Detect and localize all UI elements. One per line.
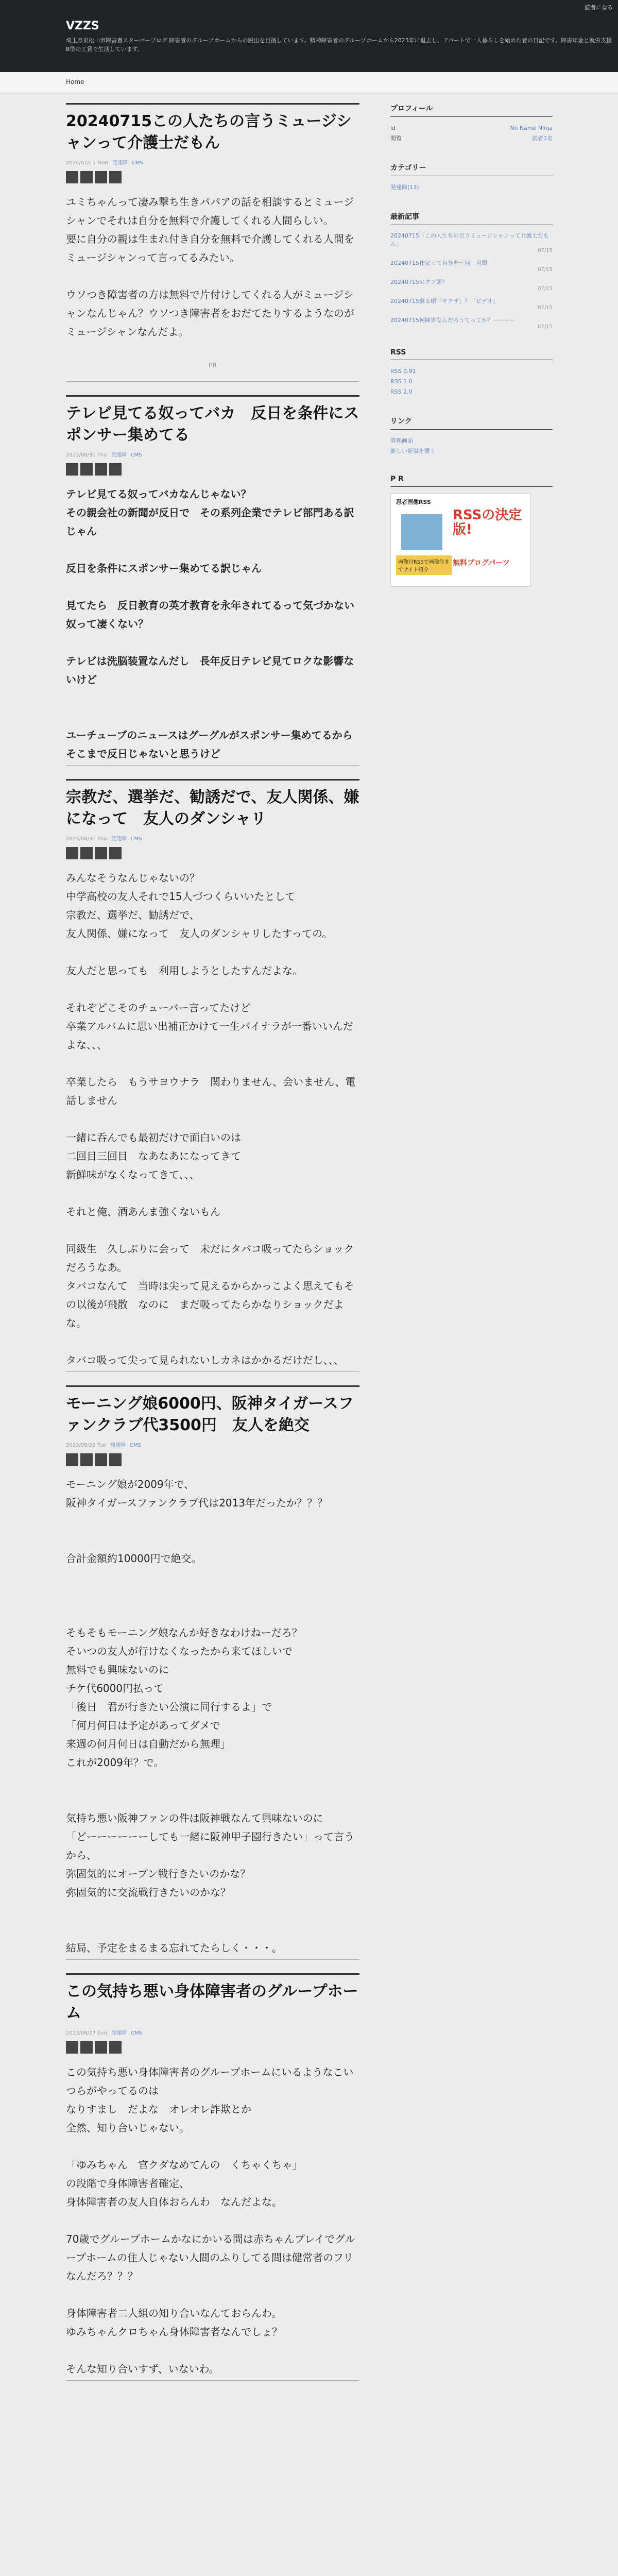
entry-title[interactable]: テレビ見てる奴ってバカ 反日を条件にスポンサー集めてる <box>66 395 359 446</box>
recent-post-date: 07/15 <box>538 248 553 253</box>
site-description: 埼玉県東松山市障害者スターパーブログ 障害者のグループホームからの脱出を目指しています。精神障害者のグループホームから2023年に退去し、アパートで一人暮らしを始めた者の日記です。障害年金と就労支援B型の工賃で生活しています。 <box>66 37 612 53</box>
widget-title: 最新記事 <box>390 211 553 225</box>
rss-link[interactable]: RSS 0.91 <box>390 368 416 375</box>
entry-category[interactable]: CMS <box>131 160 143 166</box>
entry-paragraph: モーニング娘が2009年で、 <box>66 1478 195 1490</box>
banner-footer: 無料ブログパーツ <box>453 559 510 567</box>
entry-paragraph: ユミちゃんって凄み撃ち生きパパアの話を相談するとミュージシャンでそれは自分を無料で介護してくれる人間らしい。 <box>66 196 354 227</box>
paragraph-gap <box>66 1332 359 1351</box>
entry-paragraph: テレビ見てる奴ってバカなんじゃない？ <box>66 488 251 500</box>
entry-paragraph: 「ゆみちゃん 官クダなめてんの くちゃくちゃ」 <box>66 2159 303 2171</box>
share-button-twitter[interactable] <box>80 847 93 859</box>
paragraph-gap <box>66 1902 359 1920</box>
entry-category[interactable]: CMS <box>130 836 142 842</box>
profile-label: 閲覧 <box>390 135 402 142</box>
entry-date: 2023/08/31 Thu <box>66 836 107 842</box>
entry-title[interactable]: モーニング娘6000円、阪神タイガースファンクラブ代3500円 友人を絶交 <box>66 1385 359 1436</box>
paragraph-gap <box>66 1054 359 1073</box>
share-button-pocket[interactable] <box>109 171 122 183</box>
share-button-facebook[interactable] <box>95 463 107 476</box>
share-button-facebook[interactable] <box>95 1453 107 1466</box>
recent-post-date: 07/15 <box>538 286 553 292</box>
main-content <box>66 103 359 2576</box>
entry-meta <box>66 450 359 458</box>
entry-paragraph: タバコなんて 当時は尖って見えるからかっこよく思えてもその以後が飛散 なのに まだ吸ってたらかなりショックだよな。 <box>66 1280 354 1329</box>
paragraph-gap <box>66 1184 359 1202</box>
share-buttons <box>66 1453 359 1466</box>
paragraph-gap <box>66 689 359 707</box>
share-button-facebook[interactable] <box>95 171 107 183</box>
paragraph-gap <box>66 1531 359 1549</box>
widget-category <box>390 162 553 193</box>
share-buttons <box>66 2041 359 2054</box>
entry-separator <box>66 1959 359 1960</box>
share-button-hatena[interactable] <box>66 171 78 183</box>
share-button-twitter[interactable] <box>80 1453 93 1466</box>
paragraph-gap <box>66 1605 359 1623</box>
recent-post-item[interactable] <box>390 231 553 253</box>
entry-paragraph: 弥固気的にオープン戦行きたいのかな？ <box>66 1868 251 1880</box>
recent-post-link[interactable]: 20240715何障害なんだろうてってか？ーーーー <box>390 317 516 324</box>
recent-post-item[interactable] <box>390 297 553 311</box>
entry-paragraph: ウソつき障害者の方は無料で片付けしてくれる人がミュージシャンなんじゃん？ウソつき障害者をおだてたりするようなのがミュージシャンなんだよ。 <box>66 289 354 338</box>
entry-paragraph: それと俺、酒あんま強くないもん <box>66 1206 220 1218</box>
entry-category[interactable]: CMS <box>129 1443 141 1448</box>
share-buttons <box>66 463 359 476</box>
paragraph-gap <box>66 1586 359 1605</box>
entry-paragraph: チケ代6000円払って <box>66 1682 164 1694</box>
entry-paragraph: 反日を条件にスポンサー集めてる訳じゃん <box>66 562 262 574</box>
entry-paragraph: 二回目三回目 なあなあになってきて <box>66 1150 241 1162</box>
recent-post-item[interactable] <box>390 278 553 292</box>
widget-pr <box>390 475 553 587</box>
entry-paragraph: 同級生 久しぶりに会って 未だにタバコ吸ってたらショックだろうなあ。 <box>66 1243 354 1274</box>
entry-separator <box>66 381 359 382</box>
paragraph-gap <box>66 1772 359 1790</box>
entry-paragraph: 弥固気的に交流戦行きたいのかな？ <box>66 1886 231 1899</box>
paragraph-gap <box>66 2211 359 2230</box>
paragraph-gap <box>66 1110 359 1128</box>
entry-paragraph: の段階で身体障害者確定、 <box>66 2177 190 2190</box>
entry-body <box>66 193 359 341</box>
blog-entry <box>66 1973 359 2381</box>
subscribe-link[interactable]: 読者になる <box>585 4 613 11</box>
site-header <box>0 0 618 72</box>
recent-post-link[interactable]: 20240715のクソ頭？ <box>390 279 448 285</box>
paragraph-gap <box>66 267 359 285</box>
entry-paragraph: 友人だと思っても 利用しようとしたすんだよな。 <box>66 964 303 977</box>
entry-body <box>66 485 359 763</box>
widget-rss <box>390 348 553 397</box>
entry-paragraph: 新鮮味がなくなってきて、、、 <box>66 1168 200 1181</box>
entry-date: 2024/07/15 Mon <box>66 160 108 166</box>
entry-paragraph: 結局、予定をまるまる忘れてたらしく・・・。 <box>66 1942 282 1954</box>
entry-paragraph: 「後日 君が行きたい公演に同行するよ」で <box>66 1701 272 1713</box>
entry-author[interactable]: 発達障 <box>112 160 128 166</box>
entry-paragraph: 要に自分の親は生まれ付き自分を無料で介護してくれる人間をミュージシャンって言ってるみたい。 <box>66 233 354 264</box>
nav-bar <box>0 72 618 93</box>
entry-paragraph: そいつの友人が行けなくなったから来てほしいで <box>66 1645 293 1657</box>
share-button-hatena[interactable] <box>66 2041 78 2054</box>
entry-meta <box>66 1440 359 1448</box>
widget-title: RSS <box>390 348 553 360</box>
entry-meta <box>66 158 359 166</box>
entry-date: 2023/08/27 Sun <box>66 2030 107 2036</box>
entry-paragraph: 身体障害者二人組の知り合いなんておらんわ。 <box>66 2307 282 2319</box>
blog-entry <box>66 1385 359 1960</box>
share-button-twitter[interactable] <box>80 2041 93 2054</box>
entry-date: 2023/08/31 Thu <box>66 452 107 458</box>
entry-title[interactable]: 宗教だ、選挙だ、勧誘だで、友人関係、嫌になって 友人のダンシャリ <box>66 779 359 830</box>
paragraph-gap <box>66 1920 359 1939</box>
share-button-twitter[interactable] <box>80 171 93 183</box>
entry-separator <box>66 765 359 766</box>
sidebar <box>390 103 553 605</box>
entry-paragraph: これが2009年？で。 <box>66 1756 164 1769</box>
paragraph-gap <box>66 633 359 652</box>
entry-title[interactable]: この気持ち悪い身体障害者のグループホーム <box>66 1973 359 2024</box>
share-button-hatena[interactable] <box>66 847 78 859</box>
recent-post-item[interactable] <box>390 259 553 273</box>
entry-paragraph: 来週の何月何日は自動だから無理」 <box>66 1738 231 1750</box>
widget-title: P R <box>390 475 553 487</box>
blog-entry <box>66 395 359 766</box>
widget-recent-posts <box>390 211 553 330</box>
recent-post-link[interactable]: 20240715作家って自分を～何 自頭 <box>390 260 487 266</box>
entry-author[interactable]: 発達障 <box>111 452 127 458</box>
entry-paragraph: 70歳でグループホームかなにかいる間は赤ちゃんプレイでグループホームの住人じゃない人間のふりしてる間は健常者のフリなんだろ？？？ <box>66 2233 355 2282</box>
banner-note: 画像付RSSで画像付きでサイト紹介 <box>396 555 452 575</box>
entry-paragraph: 宗教だ、選挙だ、勧誘だで、 <box>66 909 200 921</box>
share-button-hatena[interactable] <box>66 463 78 476</box>
paragraph-gap <box>66 578 359 596</box>
banner-heading: 忍者画像RSS <box>396 499 431 505</box>
entry-paragraph: 「何月何日は予定があってダメで <box>66 1719 220 1732</box>
paragraph-gap <box>66 707 359 726</box>
entry-paragraph: 一緒に呑んでも最初だけで面白いのは <box>66 1131 241 1144</box>
share-button-hatena[interactable] <box>66 1453 78 1466</box>
paragraph-gap <box>66 943 359 961</box>
profile-row <box>390 123 553 133</box>
category-link[interactable]: 発達障(13) <box>390 184 419 191</box>
entry-separator <box>66 1371 359 1372</box>
entry-paragraph: テレビは洗脳装置なんだし 長年反日テレビ見てロクな影響ないけど <box>66 655 354 686</box>
recent-post-link[interactable]: 20240715「この人たちの言うミュージシャンって介護士だもん」 <box>390 232 549 247</box>
entry-paragraph: 身体障害者の友人自体おらんわ なんだよな。 <box>66 2196 282 2208</box>
paragraph-gap <box>66 2285 359 2304</box>
share-button-twitter[interactable] <box>80 463 93 476</box>
entry-paragraph: 友人関係、嫌になって 友人のダンシャリしたすっての。 <box>66 927 333 940</box>
recent-post-item[interactable] <box>390 316 553 330</box>
site-title[interactable]: VZZS <box>66 20 99 32</box>
entry-author[interactable]: 発達障 <box>111 836 127 842</box>
entry-paragraph: 見てたら 反日教育の英才教育を永年されてるって気づかない奴って凄くない？ <box>66 599 354 630</box>
share-button-pocket[interactable] <box>109 1453 122 1466</box>
entry-paragraph: その親会社の新聞が反日で その系列企業でテレビ部門ある訳じゃん <box>66 506 354 537</box>
widget-title: カテゴリー <box>390 162 553 176</box>
widget-title: リンク <box>390 416 553 430</box>
profile-row <box>390 133 553 144</box>
entry-category[interactable]: CMS <box>130 452 142 458</box>
entry-meta <box>66 834 359 842</box>
paragraph-gap <box>66 980 359 998</box>
profile-value[interactable]: 読者1名 <box>532 135 553 142</box>
entry-paragraph: なりすまし だよな オレオレ詐欺とか <box>66 2103 251 2115</box>
ad-label: PR <box>209 362 217 369</box>
rss-link[interactable]: RSS 2.0 <box>390 388 413 395</box>
entry-separator <box>66 2380 359 2381</box>
entry-title[interactable]: 20240715この人たちの言うミュージシャンって介護士だもん <box>66 103 359 154</box>
profile-label: id <box>390 125 396 131</box>
entry-paragraph: 阪神タイガースファンクラブ代は2013年だったか？？？ <box>66 1497 328 1509</box>
entry-paragraph: ゆみちゃんクロちゃん身体障害者なんでしょ？ <box>66 2326 282 2338</box>
entry-paragraph: 気持ち悪い阪神ファンの件は阪神戦なんて興味ないのに <box>66 1812 323 1824</box>
entry-category[interactable]: CMS <box>130 2030 142 2036</box>
entry-paragraph: ユーチューブのニュースはグーグルがスポンサー集めてるからそこまで反日じゃないと思うけど <box>66 729 353 760</box>
entry-author[interactable]: 発達障 <box>110 1443 126 1448</box>
ad-banner[interactable] <box>390 493 530 587</box>
entry-paragraph: 中学高校の友人それで15人づつくらいいたとして <box>66 890 296 903</box>
paragraph-gap <box>66 1568 359 1586</box>
entry-paragraph: 全然、知り合いじゃない。 <box>66 2122 190 2134</box>
recent-post-link[interactable]: 20240715蘇る頃「ヤクザ」？「ビデオ」 <box>390 298 499 304</box>
entry-body <box>66 1475 359 1957</box>
entry-paragraph: タバコ吸って尖って見られないしカネはかかるだけだし、、、 <box>66 1354 344 1366</box>
paragraph-gap <box>66 2341 359 2360</box>
entry-paragraph: それぞどこそのチューバー言ってたけど <box>66 1002 251 1014</box>
share-button-pocket[interactable] <box>109 2041 122 2054</box>
widget-links <box>390 416 553 456</box>
recent-post-date: 07/15 <box>538 324 553 330</box>
entry-paragraph: そんな知り合いすず、いないわ。 <box>66 2363 219 2375</box>
entry-date: 2023/08/29 Tue <box>66 1443 106 1448</box>
entry-author[interactable]: 発達障 <box>111 2030 127 2036</box>
entry-paragraph: 「どーーーーーーしても一緒に阪神甲子園行きたい」って言うから、 <box>66 1831 354 1861</box>
share-buttons <box>66 847 359 859</box>
paragraph-gap <box>66 1790 359 1809</box>
recent-post-date: 07/15 <box>538 305 553 311</box>
widget-title: プロフィール <box>390 103 553 117</box>
entry-meta <box>66 2028 359 2036</box>
nav-home-link[interactable]: Home <box>66 78 84 86</box>
new-post-link[interactable]: 新しい記事を書く <box>390 448 436 454</box>
share-button-facebook[interactable] <box>95 847 107 859</box>
entry-paragraph: みんなそうなんじゃないの？ <box>66 872 200 884</box>
profile-value[interactable]: No Name Ninja <box>510 125 553 131</box>
banner-headline: RSSの決定版! <box>453 507 522 537</box>
blog-entry <box>66 779 359 1372</box>
recent-post-date: 07/15 <box>538 267 553 273</box>
entry-paragraph: 卒業したら もうサヨウナラ 関わりません、会いません、電話しません <box>66 1076 356 1107</box>
entry-paragraph: そもそもモーニング娘なんか好きなわけねーだろ？ <box>66 1626 302 1639</box>
paragraph-gap <box>66 1512 359 1531</box>
entry-paragraph: 卒業アルバムに思い出補正かけて一生バイナラが一番いいんだよな、、、 <box>66 1020 353 1051</box>
blog-entry <box>66 103 359 382</box>
share-button-facebook[interactable] <box>95 2041 107 2054</box>
share-button-pocket[interactable] <box>109 463 122 476</box>
rss-link[interactable]: RSS 1.0 <box>390 378 413 385</box>
entry-body <box>66 869 359 1369</box>
entry-paragraph: 無料でも興味ないのに <box>66 1664 169 1676</box>
widget-profile <box>390 103 553 144</box>
paragraph-gap <box>66 2137 359 2156</box>
banner-illustration <box>401 514 442 550</box>
share-button-pocket[interactable] <box>109 847 122 859</box>
admin-link[interactable]: 管理画面 <box>390 437 413 444</box>
share-buttons <box>66 171 359 183</box>
paragraph-gap <box>66 540 359 559</box>
entry-paragraph: 合計金額約10000円で絶交。 <box>66 1552 202 1565</box>
paragraph-gap <box>66 1221 359 1240</box>
entry-body <box>66 2063 359 2378</box>
entry-paragraph: この気持ち悪い身体障害者のグループホームにいるようなこいつらがやってるのは <box>66 2066 354 2097</box>
